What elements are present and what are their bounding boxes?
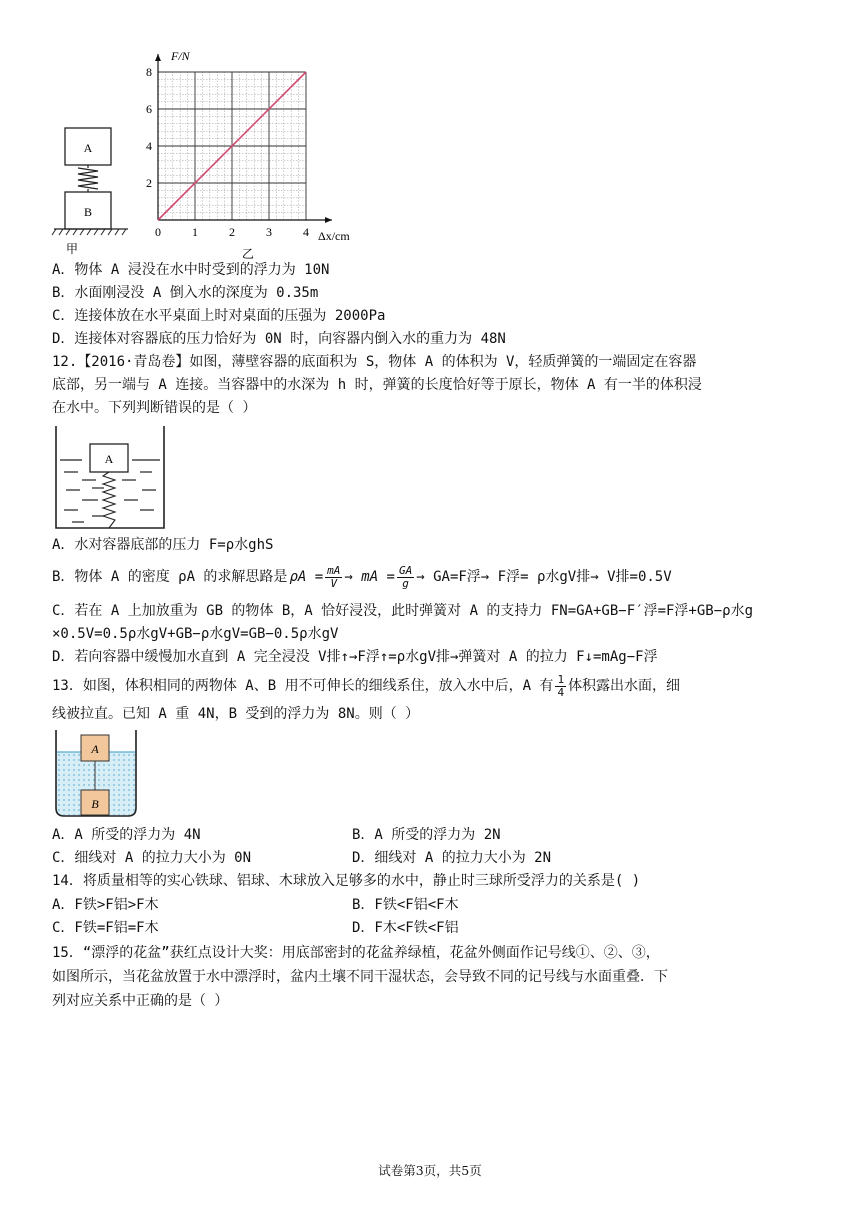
fraction-den: 4 — [557, 685, 565, 699]
x-tick-label: 2 — [229, 225, 235, 239]
q12-option-d: D．若向容器中缓慢加水直到 A 完全浸没 V排↑→F浮↑=ρ水gV排→弹簧对 A 的拉力 F↓=mAg−F浮 — [52, 649, 658, 665]
fraction-num: 1 — [557, 672, 565, 686]
q12-option-c-line2: ×0.5V=0.5ρ水gV+GB−ρ水gV=GB−0.5ρ水gV — [52, 626, 339, 642]
q13-stem-line1 — [52, 672, 680, 700]
q11-option-c: C．连接体放在水平桌面上时对桌面的压强为 2000Pa — [52, 308, 386, 324]
fraction-den: g — [402, 576, 409, 590]
fraction-num: GA — [398, 563, 413, 577]
q11-figure-jia — [40, 118, 140, 258]
spring-icon — [78, 165, 98, 192]
q12-option-b-prefix: B．物体 A 的密度 ρA 的求解思路是 — [52, 569, 288, 585]
fraction-num: mA — [327, 563, 341, 577]
chart-ticks — [146, 65, 309, 239]
x-tick-label: 4 — [303, 225, 309, 239]
x-axis-arrow-icon — [325, 217, 332, 223]
container-outline — [56, 426, 164, 528]
box-b-label: B — [83, 205, 93, 219]
q13-option-b: B．A 所受的浮力为 2N — [352, 827, 501, 843]
chart-ylabel: F/N — [171, 49, 190, 63]
ground-hatch — [52, 229, 126, 235]
q13-option-d: D．细线对 A 的拉力大小为 2N — [352, 850, 552, 866]
q15-line2: 如图所示，当花盆放置于水中漂浮时，盆内土壤不同干湿状态，会导致不同的记号线与水面重叠．下 — [52, 969, 668, 985]
label-yi: 乙 — [242, 247, 255, 261]
q11-chart-yi — [138, 44, 368, 264]
q13-option-a: A．A 所受的浮力为 4N — [52, 827, 201, 843]
q11-option-b: B．水面刚浸没 A 倒入水的深度为 0.35m — [52, 285, 319, 301]
q11-option-a: A．物体 A 浸没在水中时受到的浮力为 10N — [52, 262, 330, 278]
q13-stem-part2: 体积露出水面，细 — [568, 678, 681, 694]
q12-stem-line3: 在水中。下列判断错误的是（ ） — [52, 400, 257, 416]
q14-option-b: B．F铁<F铝<F木 — [352, 897, 459, 913]
q12-option-b-mid: → mA = — [344, 569, 395, 585]
q13-figure — [52, 728, 140, 820]
q14-stem: 14．将质量相等的实心铁球、铝球、木球放入足够多的水中，静止时三球所受浮力的关系是( ) — [52, 873, 641, 889]
label-jia: 甲 — [66, 242, 79, 256]
chart-xlabel: Δx/cm — [318, 229, 350, 243]
q12-option-b-tail: → GA=F浮→ F浮= ρ水gV排→ V排=0.5V — [416, 569, 672, 585]
y-tick-label: 2 — [146, 176, 152, 190]
spring-icon — [103, 472, 115, 528]
q12-option-c-line1: C．若在 A 上加放重为 GB 的物体 B，A 恰好浸没，此时弹簧对 A 的支持力 FN=GA+GB−F′浮=F浮+GB−ρ水g — [52, 603, 754, 619]
q13-stem-part1: 13．如图，体积相同的两物体 A、B 用不可伸长的细线系住，放入水中后，A 有 — [52, 678, 554, 694]
fraction-one-quarter — [555, 674, 566, 699]
y-tick-label: 8 — [146, 65, 152, 79]
fraction-den: V — [330, 576, 338, 590]
block-b-label: B — [91, 797, 99, 811]
x-tick-label: 1 — [192, 225, 198, 239]
page-footer: 试卷第3页，共5页 — [378, 1163, 482, 1178]
y-axis-arrow-icon — [155, 54, 161, 61]
q13-option-c: C．细线对 A 的拉力大小为 0N — [52, 850, 252, 866]
q12-stem-line1: 12.【2016·青岛卷】如图，薄壁容器的底面积为 S，物体 A 的体积为 V，轻质弹簧的一端固定在容器 — [52, 354, 697, 370]
q12-option-b — [52, 564, 672, 590]
y-tick-label: 6 — [146, 102, 152, 116]
q14-option-a: A．F铁>F铝>F木 — [52, 897, 159, 913]
x-tick-label: 3 — [266, 225, 272, 239]
q12-option-b-rho: ρA = — [289, 569, 324, 585]
fraction-m-over-v — [325, 565, 342, 590]
q15-line3: 列对应关系中正确的是（ ） — [52, 993, 229, 1009]
box-a-label: A — [83, 141, 93, 155]
q14-option-d: D．F木<F铁<F铝 — [352, 920, 459, 936]
q15-line1: 15．“漂浮的花盆”获红点设计大奖：用底部密封的花盆养绿植，花盆外侧面作记号线①、②、③， — [52, 945, 660, 961]
q12-option-a: A．水对容器底部的压力 F=ρ水ghS — [52, 537, 274, 553]
x-tick-label: 0 — [155, 225, 161, 239]
fraction-g-over-g — [397, 565, 414, 590]
q12-stem-line2: 底部，另一端与 A 连接。当容器中的水深为 h 时，弹簧的长度恰好等于原长，物体 A 有一半的体积浸 — [52, 377, 702, 393]
q13-stem-line2: 线被拉直。已知 A 重 4N，B 受到的浮力为 8N。则（ ） — [52, 706, 420, 722]
block-a-label: A — [104, 452, 114, 466]
block-a-label: A — [91, 742, 99, 756]
q14-option-c: C．F铁=F铝=F木 — [52, 920, 159, 936]
q12-figure — [52, 424, 170, 532]
q11-option-d: D．连接体对容器底的压力恰好为 0N 时，向容器内倒入水的重力为 48N — [52, 331, 506, 347]
y-tick-label: 4 — [146, 139, 152, 153]
